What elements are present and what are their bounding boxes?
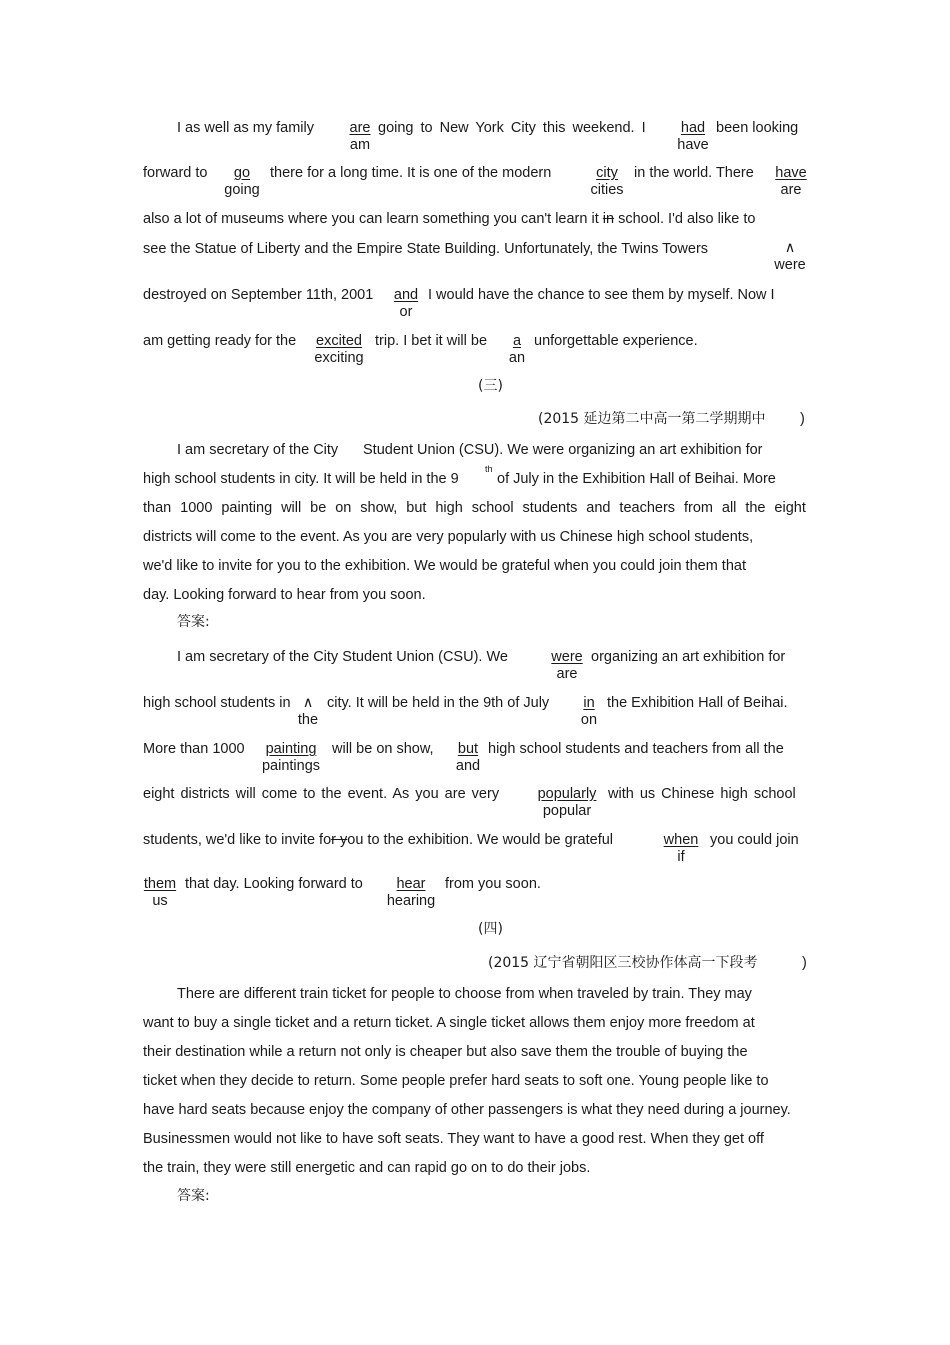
passage-text: high school students in city. It will be held in the 9 [143, 471, 459, 487]
corrected-word: hearing [386, 893, 436, 909]
corrected-word: going [224, 182, 260, 198]
section-heading: (三) [478, 378, 503, 394]
answer-text: in the world. There [634, 165, 754, 181]
answer-label: 答案: [177, 614, 210, 630]
passage-text: ticket when they decide to return. Some people prefer hard seats to soft one. Young people like to [143, 1073, 769, 1089]
word: than [143, 500, 172, 516]
correction [577, 695, 601, 729]
source-note-end: ) [802, 955, 807, 971]
passage-text: want to buy a single ticket and a return ticket. A single ticket allows them enjoy more freedom at [143, 1015, 755, 1031]
passage-text: Businessmen would not like to have soft seats. They want to have a good rest. When they get off [143, 1131, 764, 1147]
corrected-word: have [677, 137, 709, 153]
answer-text: I am secretary of the City Student Union (CSU). We [177, 649, 508, 665]
corrected-word: are [780, 182, 802, 198]
wrong-word: when [663, 832, 699, 848]
wrong-word: excited [316, 333, 362, 349]
wrong-word: a [512, 333, 522, 349]
answer-text: trip. I bet it will be [375, 333, 488, 349]
word: eight [774, 500, 806, 516]
answer-text: see the Statue of Liberty and the Empire State Building. Unfortunately, the Twins Towers [143, 241, 709, 257]
answer-text: you could join [710, 832, 799, 848]
corrected-word: am [349, 137, 371, 153]
passage-text: have hard seats because enjoy the company of other passengers is what they need during a journey. [143, 1102, 791, 1118]
word: the [745, 500, 766, 516]
wrong-word: had [680, 120, 706, 136]
wrong-word: are [349, 120, 371, 136]
wrong-word: in [583, 695, 595, 711]
correction [390, 287, 422, 321]
passage-text: of July in the Exhibition Hall of Beihai. More [497, 471, 776, 487]
word: be [310, 500, 327, 516]
correction [346, 120, 374, 154]
wrong-word: hear [396, 876, 426, 892]
word: painting [221, 500, 273, 516]
word: students [522, 500, 578, 516]
word: show, [360, 500, 398, 516]
corrected-word: the [297, 712, 319, 728]
corrected-word: paintings [261, 758, 321, 774]
answer-text [143, 831, 613, 849]
answer-text: More than 1000 [143, 741, 245, 757]
answer-text: going to New York City this weekend. I [378, 120, 646, 136]
correction [532, 786, 602, 820]
word: school [471, 500, 514, 516]
answer-text: that day. Looking forward to [185, 876, 363, 892]
source-note-end: ) [800, 411, 805, 427]
deleted-word: r y [331, 832, 348, 848]
correction [770, 240, 810, 274]
correction [220, 165, 264, 199]
passage-text: we'd like to invite for you to the exhibition. We would be grateful when you could join them that [143, 558, 746, 574]
answer-text: city. It will be held in the 9th of July [327, 695, 550, 711]
correction [504, 333, 530, 367]
answer-text: forward to [143, 165, 208, 181]
answer-text-part: students, we'd like to invite fo [143, 832, 332, 848]
answer-text: destroyed on September 11th, 2001 [143, 287, 374, 303]
passage-text: day. Looking forward to hear from you soon. [143, 587, 426, 603]
wrong-word: popularly [537, 786, 597, 802]
wrong-word: them [143, 876, 177, 892]
source-note: (2015 延边第二中高一第二学期期中 [538, 411, 766, 427]
corrected-word: an [508, 350, 526, 366]
wrong-word: were [551, 649, 583, 665]
answer-text: unforgettable experience. [534, 333, 698, 349]
correction [384, 876, 438, 910]
corrected-word: cities [590, 182, 624, 198]
corrected-word: exciting [314, 350, 364, 366]
wrong-word: but [457, 741, 479, 757]
passage-text: districts will come to the event. As you are very popularly with us Chinese high school students, [143, 529, 754, 545]
corrected-word: on [580, 712, 598, 728]
correction [676, 120, 710, 154]
answer-text [143, 210, 755, 228]
passage-text: Student Union (CSU). We were organizing an art exhibition for [363, 442, 763, 458]
answer-text: from you soon. [445, 876, 541, 892]
corrected-word: if [677, 849, 685, 865]
answer-text: will be on show, [332, 741, 434, 757]
answer-text: there for a long time. It is one of the modern [270, 165, 552, 181]
answer-text-part: school. I'd also like to [614, 211, 756, 227]
answer-text: with us Chinese high school [608, 786, 796, 802]
word: high [435, 500, 463, 516]
correction [142, 876, 178, 910]
word: teachers [619, 500, 676, 516]
wrong-word: have [775, 165, 807, 181]
answer-text: I would have the chance to see them by myself. Now I [428, 287, 775, 303]
corrected-word: were [774, 257, 806, 273]
word: on [335, 500, 352, 516]
answer-text: been looking [716, 120, 799, 136]
correction [258, 741, 324, 775]
answer-text: high school students in [143, 695, 291, 711]
word: but [406, 500, 427, 516]
corrected-word: are [556, 666, 578, 682]
answer-text: am getting ready for the [143, 333, 297, 349]
corrected-word: us [152, 893, 168, 909]
correction [660, 832, 702, 866]
wrong-word: painting [265, 741, 317, 757]
word: and [586, 500, 611, 516]
corrected-word: and [455, 758, 481, 774]
word: will [281, 500, 302, 516]
word: from [683, 500, 713, 516]
answer-text: the Exhibition Hall of Beihai. [607, 695, 788, 711]
superscript: th [485, 464, 493, 474]
passage-text: I am secretary of the City [177, 442, 339, 458]
passage-line-justified [143, 499, 806, 517]
answer-text-part: ou to the exhibition. We would be grateful [347, 832, 614, 848]
word: all [721, 500, 737, 516]
insert-caret: ∧ [784, 240, 796, 256]
correction [308, 333, 370, 367]
source-note: (2015 辽宁省朝阳区三校协作体高一下段考 [488, 955, 758, 971]
answer-text-part: also a lot of museums where you can learn something you can't learn it [143, 211, 603, 227]
answer-text: eight districts will come to the event. As you are very [143, 786, 500, 802]
passage-text: There are different train ticket for people to choose from when traveled by train. They may [177, 986, 752, 1002]
answer-text: I as well as my family [177, 120, 314, 136]
wrong-word: go [233, 165, 251, 181]
deleted-word: in [602, 211, 615, 227]
corrected-word: or [399, 304, 413, 320]
passage-text: their destination while a return not only is cheaper but also save them the trouble of buying the [143, 1044, 748, 1060]
answer-text: organizing an art exhibition for [591, 649, 786, 665]
answer-text: high school students and teachers from all the [488, 741, 784, 757]
section-heading: (四) [478, 921, 503, 937]
passage-text: the train, they were still energetic and can rapid go on to do their jobs. [143, 1160, 591, 1176]
word: 1000 [180, 500, 213, 516]
correction [546, 649, 588, 683]
wrong-word: city [596, 165, 618, 181]
correction [586, 165, 628, 199]
correction [772, 165, 810, 199]
corrected-word: popular [542, 803, 592, 819]
insert-caret: ∧ [302, 695, 314, 711]
correction [296, 695, 320, 729]
answer-label: 答案: [177, 1188, 210, 1204]
correction [452, 741, 484, 775]
wrong-word: and [393, 287, 419, 303]
